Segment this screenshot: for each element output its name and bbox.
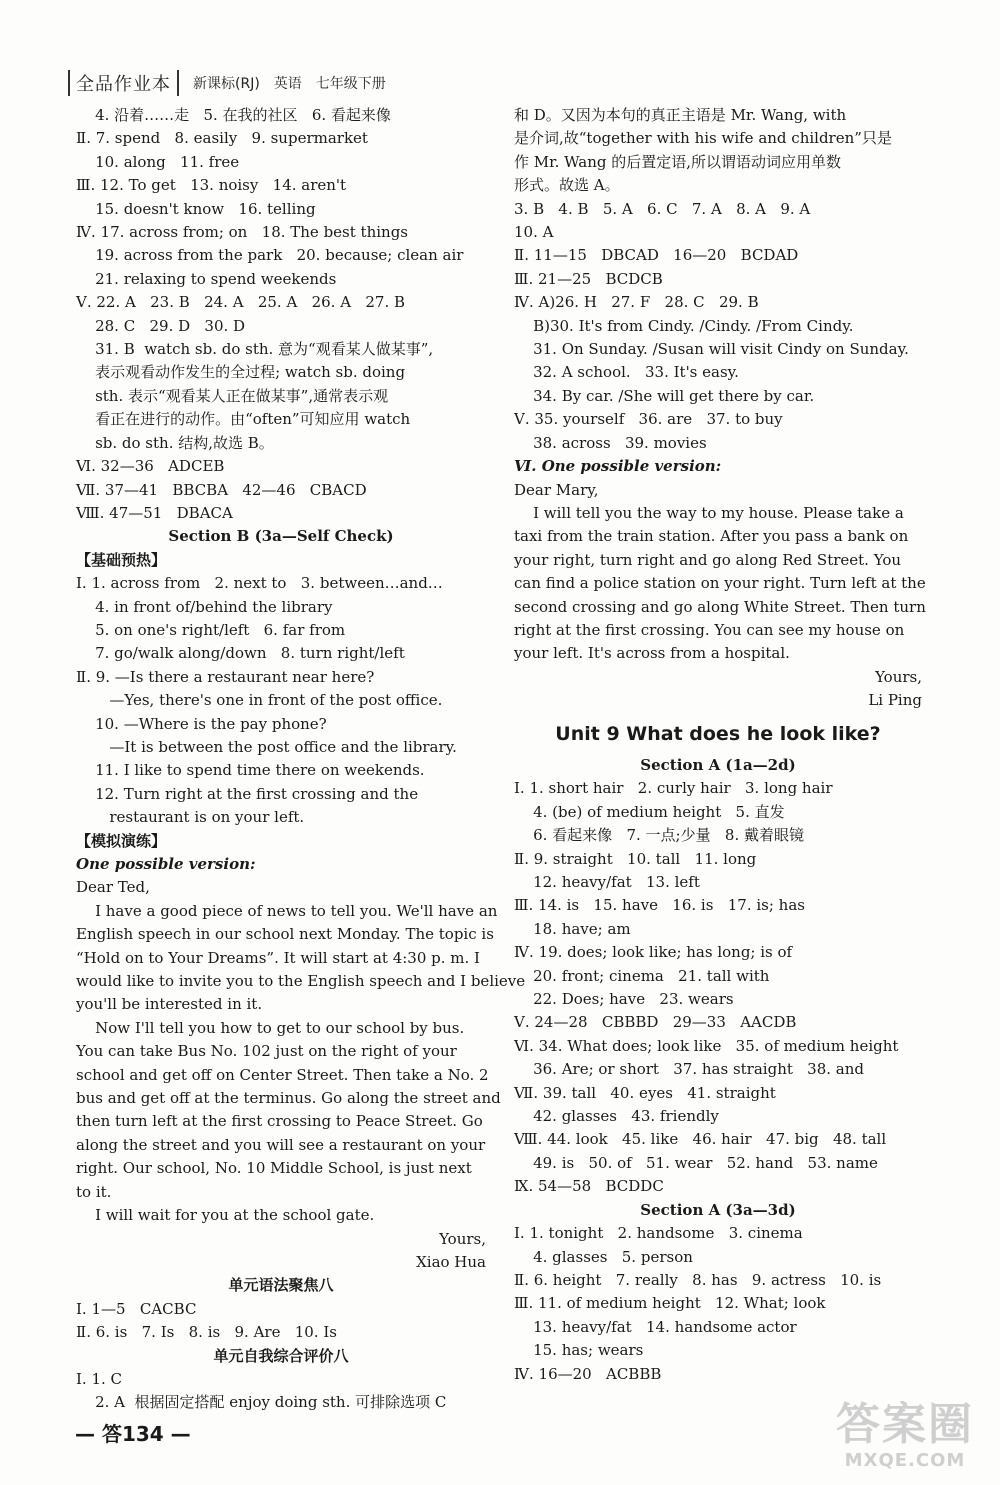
text-line: Ⅵ. 32—36 ADCEB [76, 457, 225, 476]
right-answer-lines [514, 104, 922, 455]
section-b-title: Section B (3a—Self Check) [168, 527, 394, 546]
page-number: — 答134 — [75, 1422, 191, 1446]
text-line: 和 D。又因为本句的真正主语是 Mr. Wang, with [514, 106, 847, 124]
text-line: sth. 表示“观看某人正在做某事”,通常表示观 [76, 386, 389, 405]
text-line: Ⅷ. 47—51 DBACA [76, 503, 233, 522]
text-line: Ⅱ. 7. spend 8. easily 9. supermarket [76, 129, 368, 148]
text-line: bus and get off at the terminus. Go along the street and [76, 1089, 501, 1108]
text-line: 4. glasses 5. person [514, 1247, 693, 1266]
letter2-closing: Yours, [875, 667, 922, 686]
text-line: 12. Turn right at the first crossing and the [76, 784, 419, 803]
text-line: Ⅰ. 1. C [76, 1369, 123, 1388]
text-line: 7. go/walk along/down 8. turn right/left [76, 644, 405, 663]
text-line: Ⅱ. 11—15 DBCAD 16—20 BCDAD [514, 246, 799, 265]
letter1-signature: Xiao Hua [416, 1252, 486, 1271]
grammar-answer-lines [76, 1298, 486, 1345]
text-line: 36. Are; or short 37. has straight 38. and [514, 1060, 865, 1079]
text-line: Ⅱ. 6. is 7. Is 8. is 9. Are 10. Is [76, 1323, 338, 1342]
text-line: Ⅲ. 14. is 15. have 16. is 17. is; has [514, 896, 805, 915]
text-line: 12. heavy/fat 13. left [514, 873, 700, 891]
moni-version: One possible version: [76, 855, 256, 873]
text-line: Ⅶ. 37—41 BBCBA 42—46 CBACD [76, 480, 367, 499]
letter1-greeting: Dear Ted, [76, 878, 150, 897]
jichu-answer-lines [76, 572, 486, 829]
text-line: 31. On Sunday. /Susan will visit Cindy on Sunday. [514, 340, 909, 359]
text-line: 4. 沿着……走 5. 在我的社区 6. 看起来像 [76, 106, 391, 124]
text-line: Ⅳ. A)26. H 27. F 28. C 29. B [514, 293, 759, 312]
text-line: B)30. It's from Cindy. /Cindy. /From Cindy. [514, 316, 854, 335]
text-line: Ⅱ. 9. —Is there a restaurant near here? [76, 667, 375, 686]
letter1-body [76, 900, 526, 1228]
text-line: Ⅸ. 54—58 BCDDC [514, 1177, 664, 1196]
text-line: 作 Mr. Wang 的后置定语,所以谓语动词应用单数 [514, 152, 842, 171]
right-column [514, 104, 926, 1386]
text-line: taxi from the train station. After you pass a bank on [514, 527, 909, 546]
text-line: you'll be interested in it. [76, 995, 263, 1014]
eval-title: 单元自我综合评价八 [213, 1346, 349, 1365]
text-line: 5. on one's right/left 6. far from [76, 620, 346, 639]
text-line: 看正在进行的动作。由“often”可知应用 watch [76, 410, 411, 429]
text-line: —Yes, there's one in front of the post office. [76, 691, 443, 710]
text-line: sb. do sth. 结构,故选 B。 [76, 433, 274, 452]
text-line: Ⅳ. 19. does; look like; has long; is of [514, 943, 793, 962]
series-label: 新课标(RJ) [193, 76, 260, 92]
text-line: Ⅰ. 1. short hair 2. curly hair 3. long hair [514, 779, 833, 798]
text-line: 28. C 29. D 30. D [76, 316, 246, 335]
text-line: to it. [76, 1182, 112, 1201]
text-line: 10. along 11. free [76, 152, 240, 171]
text-line: Now I'll tell you how to get to our school by bus. [76, 1018, 465, 1037]
jichu-title: 【基础预热】 [76, 550, 167, 569]
text-line: English speech in our school next Monday. The topic is [76, 925, 494, 944]
text-line: 是介词,故“together with his wife and children”只是 [514, 129, 892, 148]
text-line: 49. is 50. of 51. wear 52. hand 53. name [514, 1153, 878, 1172]
text-line: “Hold on to Your Dreams”. It will start at 4:30 p. m. I [76, 948, 480, 967]
section-a1-title: Section A (1a—2d) [640, 755, 796, 774]
left-answer-lines [76, 104, 486, 525]
eval-answer-lines [76, 1368, 486, 1415]
text-line: right at the first crossing. You can see my house on [514, 620, 905, 639]
text-line: I will tell you the way to my house. Please take a [514, 503, 904, 522]
text-line: school and get off on Center Street. Then take a No. 2 [76, 1065, 489, 1084]
text-line: I have a good piece of news to tell you. We'll have an [76, 901, 498, 920]
text-line: 20. front; cinema 21. tall with [514, 966, 770, 985]
text-line: 4. (be) of medium height 5. 直发 [514, 802, 785, 821]
text-line: Ⅳ. 16—20 ACBBB [514, 1364, 662, 1383]
text-line: Ⅴ. 22. A 23. B 24. A 25. A 26. A 27. B [76, 293, 406, 312]
watermark-url: MXQE.COM [844, 1450, 966, 1471]
text-line: Ⅰ. 1. across from 2. next to 3. between…and… [76, 574, 443, 593]
grade-label: 七年级下册 [315, 76, 386, 92]
text-line: Ⅰ. 1. tonight 2. handsome 3. cinema [514, 1224, 803, 1243]
text-line: then turn left at the first crossing to Peace Street. Go [76, 1112, 483, 1131]
left-column [76, 104, 526, 1415]
text-line: 22. Does; have 23. wears [514, 990, 734, 1009]
text-line: Ⅴ. 35. yourself 36. are 37. to buy [514, 410, 783, 429]
text-line: 15. doesn't know 16. telling [76, 199, 316, 218]
text-line: 13. heavy/fat 14. handsome actor [514, 1317, 797, 1336]
text-line: Ⅱ. 9. straight 10. tall 11. long [514, 849, 757, 868]
right-version: Ⅵ. One possible version: [514, 457, 722, 476]
section-a2-answer-lines [514, 1222, 922, 1386]
text-line: 31. B watch sb. do sth. 意为“观看某人做某事”, [76, 340, 434, 359]
text-line: Ⅲ. 11. of medium height 12. What; look [514, 1294, 826, 1313]
text-line: I will wait for you at the school gate. [76, 1206, 375, 1225]
text-line: your right, turn right and go along Red Street. You [514, 550, 902, 569]
moni-title: 【模拟演练】 [76, 831, 167, 850]
grammar-title: 单元语法聚焦八 [228, 1276, 334, 1295]
text-line: 38. across 39. movies [514, 433, 707, 452]
letter2-greeting: Dear Mary, [514, 480, 599, 499]
page-header [68, 70, 386, 96]
text-line: along the street and you will see a restaurant on your [76, 1135, 486, 1154]
section-a1-answer-lines [514, 777, 922, 1198]
unit9-title: Unit 9 What does he look like? [555, 722, 881, 745]
text-line: 21. relaxing to spend weekends [76, 269, 337, 288]
text-line: Ⅱ. 6. height 7. really 8. has 9. actress 10. is [514, 1270, 882, 1289]
text-line: 19. across from the park 20. because; clean air [76, 246, 464, 265]
text-line: can find a police station on your right. Turn left at the [514, 574, 926, 593]
text-line: 15. has; wears [514, 1341, 644, 1360]
text-line: right. Our school, No. 10 Middle School, is just next [76, 1159, 472, 1178]
text-line: 11. I like to spend time there on weekends. [76, 761, 425, 780]
text-line: your left. It's across from a hospital. [514, 644, 790, 663]
subject-label: 英语 [273, 76, 302, 92]
text-line: 表示观看动作发生的全过程; watch sb. doing [76, 363, 406, 382]
text-line: 形式。故选 A。 [514, 176, 620, 195]
letter2-signature: Li Ping [868, 691, 922, 710]
letter2-body [514, 502, 926, 666]
text-line: 3. B 4. B 5. A 6. C 7. A 8. A 9. A [514, 199, 811, 218]
text-line: You can take Bus No. 102 just on the right of your [76, 1042, 457, 1061]
text-line: Ⅲ. 21—25 BCDCB [514, 269, 663, 288]
text-line: second crossing and go along White Street. Then turn [514, 597, 926, 616]
watermark-logo [820, 1400, 990, 1478]
text-line: 6. 看起来像 7. 一点;少量 8. 戴着眼镜 [514, 826, 804, 845]
text-line: 4. in front of/behind the library [76, 597, 333, 616]
text-line: 42. glasses 43. friendly [514, 1107, 719, 1126]
text-line: Ⅶ. 39. tall 40. eyes 41. straight [514, 1083, 776, 1102]
text-line: 10. —Where is the pay phone? [76, 714, 327, 733]
text-line: Ⅰ. 1—5 CACBC [76, 1299, 197, 1318]
text-line: 18. have; am [514, 919, 631, 938]
text-line: Ⅳ. 17. across from; on 18. The best things [76, 223, 408, 242]
text-line: 10. A [514, 223, 554, 242]
text-line: restaurant is on your left. [76, 808, 305, 827]
text-line: Ⅲ. 12. To get 13. noisy 14. aren't [76, 176, 347, 195]
text-line: Ⅷ. 44. look 45. like 46. hair 47. big 48. tall [514, 1130, 887, 1149]
text-line: 34. By car. /She will get there by car. [514, 386, 815, 405]
text-line: 32. A school. 33. It's easy. [514, 363, 739, 382]
text-line: 2. A 根据固定搭配 enjoy doing sth. 可排除选项 C [76, 1393, 447, 1412]
text-line: Ⅵ. 34. What does; look like 35. of medium height [514, 1036, 899, 1055]
letter1-closing: Yours, [439, 1229, 486, 1248]
section-a2-title: Section A (3a—3d) [640, 1200, 796, 1219]
text-line: —It is between the post office and the library. [76, 737, 457, 756]
brand-title: 全品作业本 [68, 70, 179, 96]
text-line: Ⅴ. 24—28 CBBBD 29—33 AACDB [514, 1013, 797, 1032]
watermark-text: 答案圈 [836, 1399, 974, 1450]
text-line: would like to invite you to the English speech and I believe [76, 972, 526, 991]
